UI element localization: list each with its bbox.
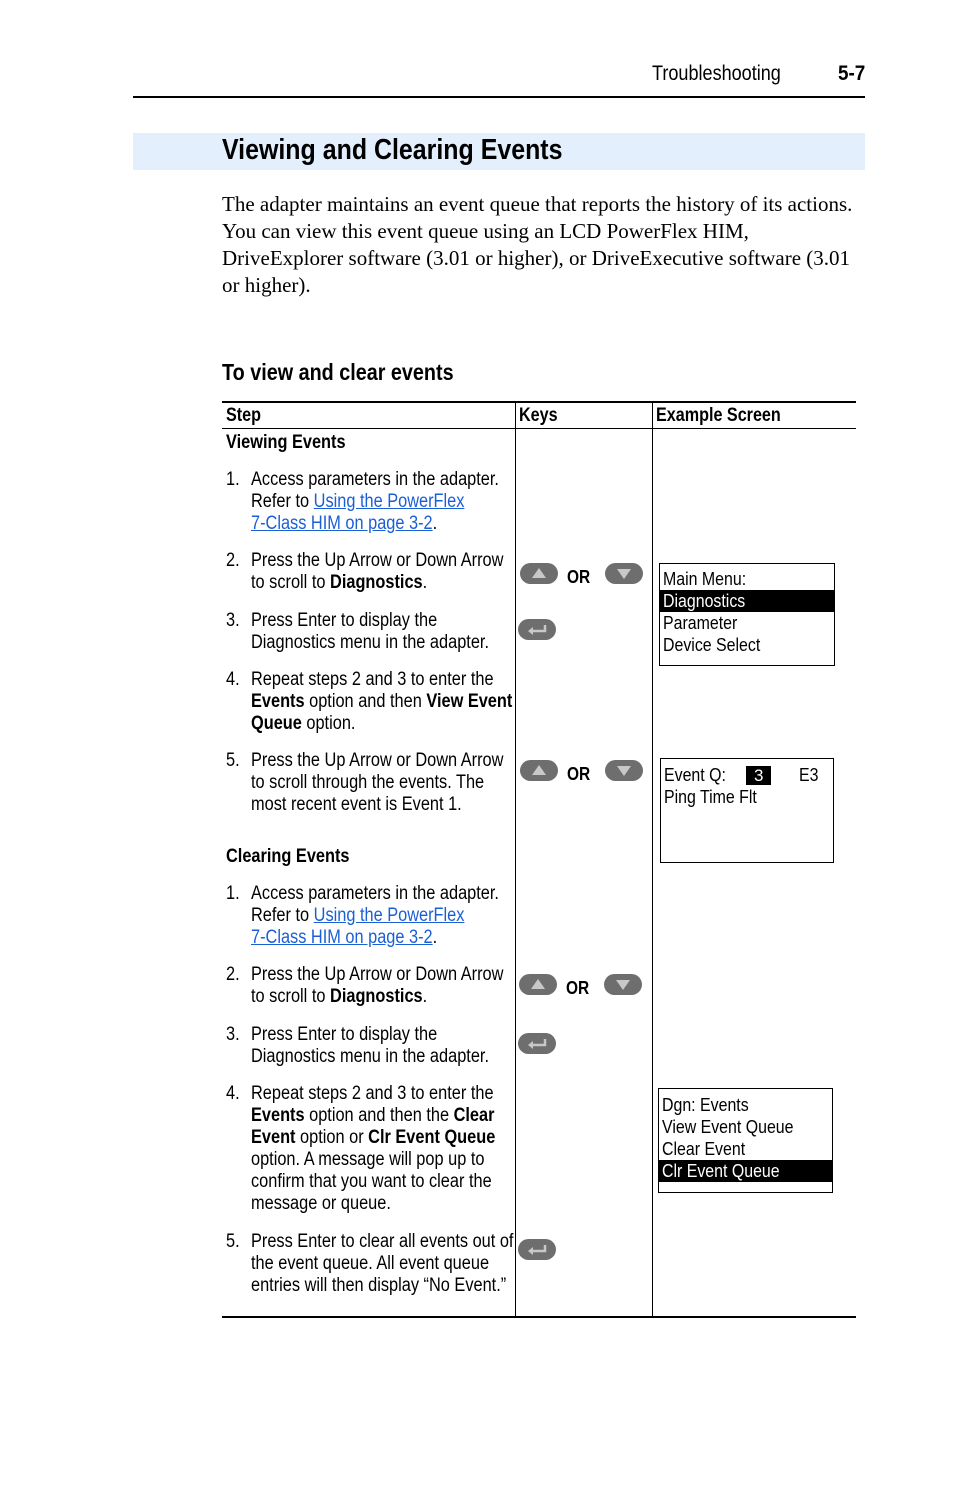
link-using-powerflex-him[interactable]: Using the PowerFlex [313,905,465,926]
event-index-badge: 3 [746,766,771,785]
screen-line [661,764,833,786]
step-text [251,964,503,1008]
step-punct: . [432,927,438,948]
down-arrow-key-icon [604,974,642,995]
enter-key-icon [518,1239,556,1260]
step-line: Repeat steps 2 and 3 to enter the [251,1083,494,1104]
table-header-rule [222,428,856,429]
up-arrow-key-icon [519,974,557,995]
link-page-3-2[interactable]: 7-Class HIM on page 3-2 [251,513,433,534]
down-arrow-key-icon [605,760,643,781]
viewing-events-heading: Viewing Events [226,432,346,453]
step-bold: Events [251,1105,305,1126]
step-line: Press the Up Arrow or Down Arrow [251,550,504,571]
step-punct: . [422,572,428,593]
step-text [251,550,503,594]
down-arrow-key-icon [605,563,643,584]
step-text [251,610,489,654]
running-header-section: Troubleshooting [652,62,781,85]
step-bold: Clr Event Queue [368,1127,496,1148]
step-number: 5. [226,750,240,771]
lcd-screen-dgn-events [658,1088,833,1193]
step-text [251,1083,495,1215]
up-arrow-key-icon [520,563,558,584]
step-number: 4. [226,1083,240,1104]
step-line: Refer to [251,905,314,926]
screen-line-selected: Clr Event Queue [659,1160,832,1182]
step-number: 4. [226,669,240,690]
step-bold: Diagnostics [330,572,423,593]
step-line: most recent event is Event 1. [251,794,462,815]
step-line: option or [295,1127,369,1148]
step-line: Press Enter to display the [251,610,438,631]
column-divider-keys [515,402,516,1317]
lcd-screen-event-queue [660,758,834,863]
enter-key-icon [518,619,556,640]
screen-line-selected: Diagnostics [660,590,834,612]
table-top-rule [222,401,856,403]
step-text [251,750,503,816]
step-number: 1. [226,883,240,904]
up-arrow-key-icon [520,760,558,781]
or-label: OR [566,978,590,998]
step-number: 2. [226,964,240,985]
link-page-3-2[interactable]: 7-Class HIM on page 3-2 [251,927,433,948]
clearing-events-heading: Clearing Events [226,846,350,867]
step-line: Press the Up Arrow or Down Arrow [251,964,504,985]
step-number: 3. [226,1024,240,1045]
step-text [251,883,499,949]
step-line: to scroll to [251,986,331,1007]
step-line: Diagnostics menu in the adapter. [251,632,489,653]
intro-paragraph: The adapter maintains an event queue that reports the history of its actions. You can view this event queue using an LCD PowerFlex HIM, DriveExplorer software (3.01 or higher), or DriveExecutive software (3.01 or higher). [222,192,853,297]
step-line: Repeat steps 2 and 3 to enter the [251,669,494,690]
section-title: Viewing and Clearing Events [222,134,563,166]
step-line: Refer to [251,491,314,512]
step-line: Press Enter to display the [251,1024,438,1045]
step-text [251,469,499,535]
step-line: option. A message will pop up to [251,1149,485,1170]
enter-key-icon [518,1033,556,1054]
screen-line: Dgn: Events [662,1094,749,1115]
step-punct: . [422,986,428,1007]
step-number: 5. [226,1231,240,1252]
step-line: Press Enter to clear all events out of [251,1231,514,1252]
step-line: option. [301,713,356,734]
event-code: E3 [799,764,819,785]
step-bold: Events [251,691,305,712]
step-line: option and then [304,691,427,712]
step-line: message or queue. [251,1193,391,1214]
screen-line: Clear Event [662,1138,746,1159]
step-bold: Event [251,1127,296,1148]
step-line: Access parameters in the adapter. [251,883,499,904]
screen-line: Device Select [663,634,761,655]
lcd-screen-main-menu [659,563,835,666]
column-header-keys: Keys [519,405,558,426]
step-line: to scroll to [251,572,331,593]
page-number: 5-7 [838,62,866,85]
or-label: OR [567,567,591,587]
step-punct: . [432,513,438,534]
step-number: 3. [226,610,240,631]
step-line: Diagnostics menu in the adapter. [251,1046,489,1067]
step-bold: Queue [251,713,302,734]
column-header-step: Step [226,405,262,426]
step-number: 2. [226,550,240,571]
step-bold: Clear [453,1105,495,1126]
step-line: option and then the [304,1105,454,1126]
step-bold: View Event [426,691,513,712]
column-divider-screen [652,402,653,1317]
header-rule [133,96,865,98]
step-line: Press the Up Arrow or Down Arrow [251,750,504,771]
screen-line: Ping Time Flt [664,786,757,807]
step-line: the event queue. All event queue [251,1253,490,1274]
step-text [251,669,512,735]
step-line: Access parameters in the adapter. [251,469,499,490]
step-number: 1. [226,469,240,490]
link-using-powerflex-him[interactable]: Using the PowerFlex [313,491,465,512]
step-text [251,1024,489,1068]
or-label: OR [567,764,591,784]
table-bottom-rule [222,1316,856,1318]
screen-line: Parameter [663,612,738,633]
step-line: to scroll through the events. The [251,772,485,793]
step-line: entries will then display “No Event.” [251,1275,507,1296]
event-queue-label: Event Q: [664,764,726,785]
screen-line: View Event Queue [662,1116,794,1137]
step-bold: Diagnostics [330,986,423,1007]
column-header-screen: Example Screen [656,405,781,426]
screen-line: Main Menu: [663,568,747,589]
procedure-heading: To view and clear events [222,359,454,385]
step-text [251,1231,513,1297]
step-line: confirm that you want to clear the [251,1171,492,1192]
